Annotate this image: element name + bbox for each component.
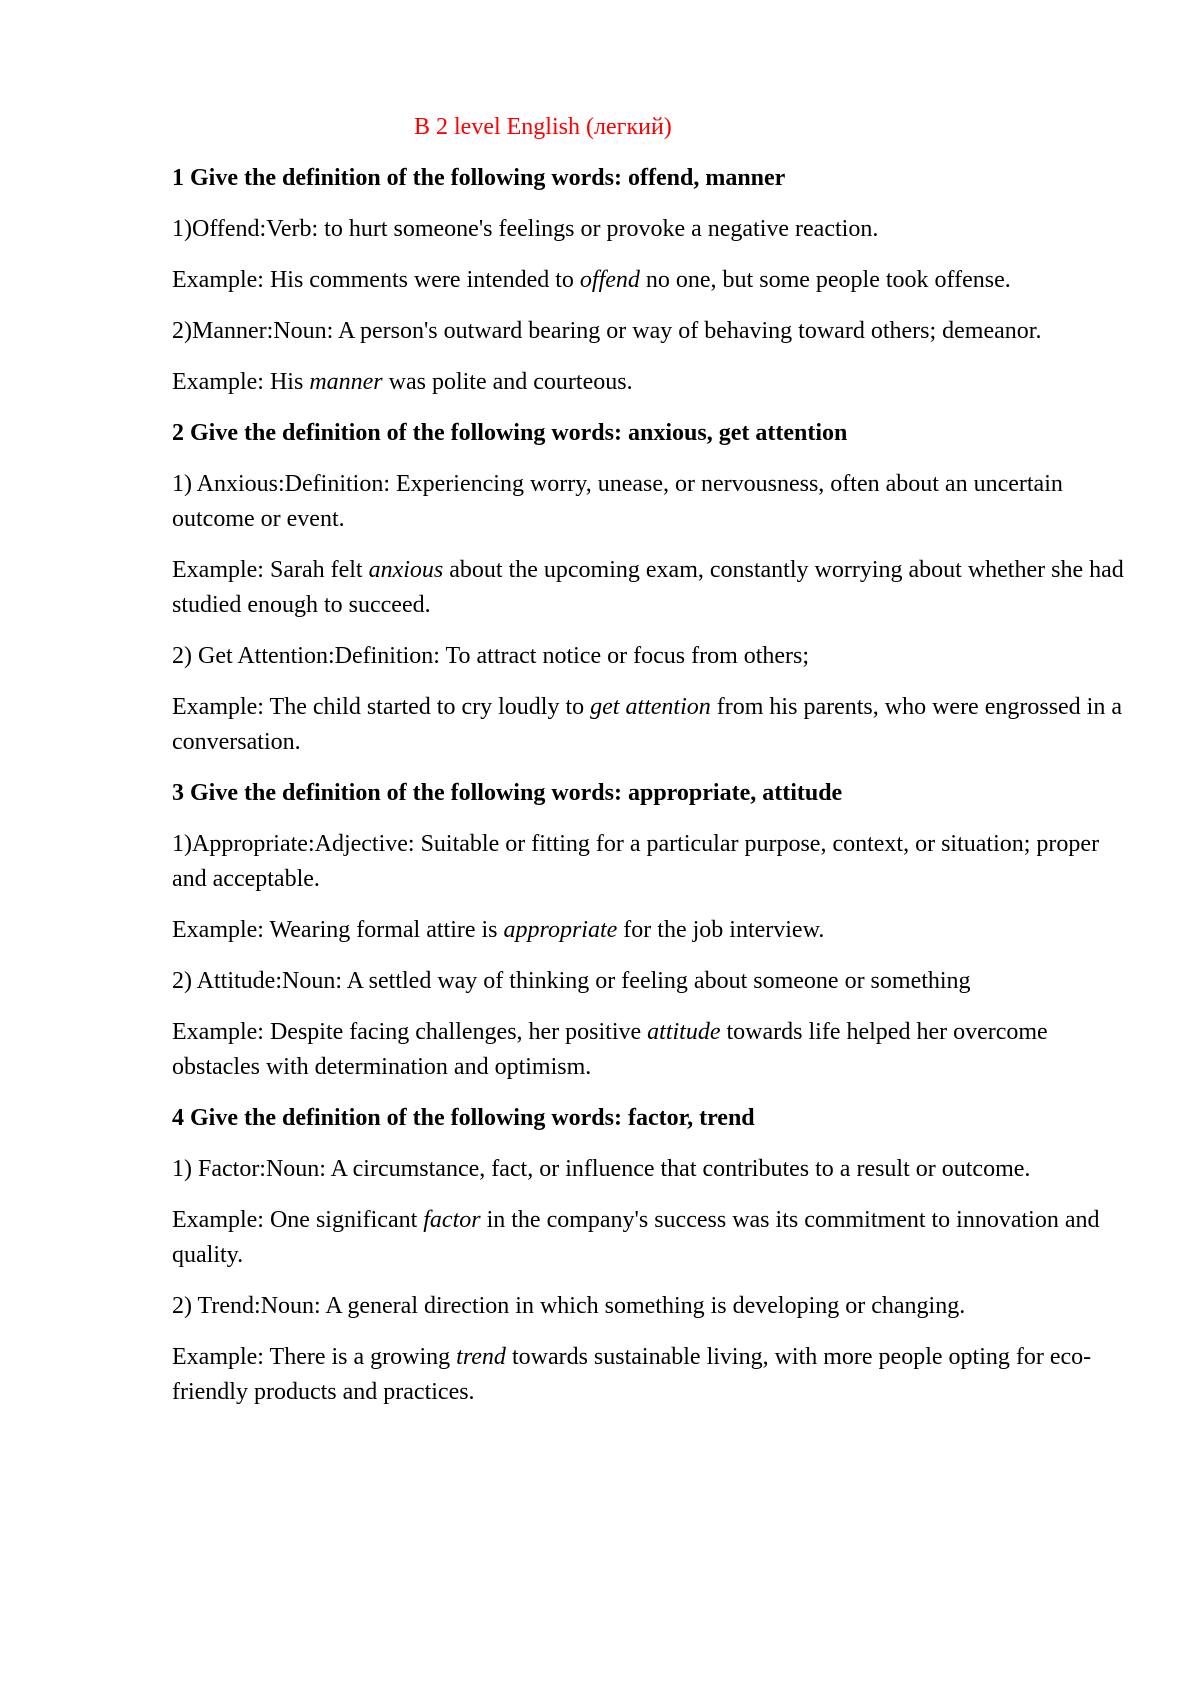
definition-paragraph — [172, 827, 1132, 897]
paragraph-text: from his parents, who were engrossed in a conversation. — [172, 694, 1123, 755]
section-1 — [172, 161, 1132, 400]
definition-paragraph — [172, 964, 1132, 999]
section-heading: 2 Give the definition of the following words: anxious, get attention — [172, 420, 848, 446]
paragraph-text: about the upcoming exam, constantly worrying about whether she had studied enough to succeed. — [172, 557, 1124, 618]
section-heading: 3 Give the definition of the following words: appropriate, attitude — [172, 780, 843, 806]
italic-term: get attention — [590, 694, 711, 720]
paragraph-text: for the job interview. — [617, 917, 825, 943]
section-4 — [172, 1101, 1132, 1410]
example-paragraph — [172, 263, 1132, 298]
paragraph-text: towards sustainable living, with more people opting for eco-friendly products and practices. — [172, 1344, 1092, 1405]
section-3 — [172, 776, 1132, 1085]
section-2 — [172, 416, 1132, 760]
section-heading: 1 Give the definition of the following words: offend, manner — [172, 165, 786, 191]
paragraph-text: 1)Appropriate:Adjective: Suitable or fitting for a particular purpose, context, or situation; proper and acceptable. — [172, 831, 1100, 892]
italic-term: offend — [579, 267, 640, 293]
paragraph-text: Example: The child started to cry loudly to — [172, 694, 591, 720]
paragraph-text: was polite and courteous. — [382, 369, 633, 395]
definition-paragraph — [172, 1289, 1132, 1324]
example-paragraph — [172, 1340, 1132, 1410]
italic-term: factor — [423, 1207, 481, 1233]
example-paragraph — [172, 690, 1132, 760]
paragraph-text: 2)Manner:Noun: A person's outward bearing or way of behaving toward others; demeanor. — [172, 318, 1042, 344]
paragraph-text: Example: One significant — [172, 1207, 424, 1233]
italic-term: anxious — [368, 557, 444, 583]
paragraph-text: 2) Get Attention:Definition: To attract notice or focus from others; — [172, 643, 810, 669]
paragraph-text: 2) Attitude:Noun: A settled way of thinking or feeling about someone or something — [172, 968, 971, 994]
document-body — [172, 110, 1132, 1426]
italic-term: appropriate — [503, 917, 618, 943]
example-paragraph — [172, 553, 1132, 623]
italic-term: attitude — [647, 1019, 721, 1045]
paragraph-text: 1) Factor:Noun: A circumstance, fact, or influence that contributes to a result or outcome. — [172, 1156, 1031, 1182]
paragraph-text: towards life helped her overcome obstacles with determination and optimism. — [172, 1019, 1048, 1080]
paragraph-text: Example: His comments were intended to — [172, 267, 580, 293]
definition-paragraph — [172, 1152, 1132, 1187]
paragraph-text: Example: Wearing formal attire is — [172, 917, 504, 943]
definition-paragraph — [172, 467, 1132, 537]
example-paragraph — [172, 1203, 1132, 1273]
paragraph-text: Example: Sarah felt — [172, 557, 369, 583]
document-title: B 2 level English (легкий) — [414, 114, 672, 140]
paragraph-text: 1)Offend:Verb: to hurt someone's feelings or provoke a negative reaction. — [172, 216, 879, 242]
paragraph-text: Example: His — [172, 369, 310, 395]
paragraph-text: in the company's success was its commitment to innovation and quality. — [172, 1207, 1100, 1268]
paragraph-text: 2) Trend:Noun: A general direction in which something is developing or changing. — [172, 1293, 966, 1319]
italic-term: trend — [456, 1344, 506, 1370]
italic-term: manner — [309, 369, 383, 395]
example-paragraph — [172, 365, 1132, 400]
definition-paragraph — [172, 639, 1132, 674]
paragraph-text: 1) Anxious:Definition: Experiencing worry, unease, or nervousness, often about an uncertain outcome or event. — [172, 471, 1063, 532]
paragraph-text: Example: Despite facing challenges, her positive — [172, 1019, 648, 1045]
paragraph-text: no one, but some people took offense. — [639, 267, 1011, 293]
example-paragraph — [172, 1015, 1132, 1085]
definition-paragraph — [172, 212, 1132, 247]
paragraph-text: Example: There is a growing — [172, 1344, 457, 1370]
section-heading: 4 Give the definition of the following words: factor, trend — [172, 1105, 755, 1131]
definition-paragraph — [172, 314, 1132, 349]
example-paragraph — [172, 913, 1132, 948]
